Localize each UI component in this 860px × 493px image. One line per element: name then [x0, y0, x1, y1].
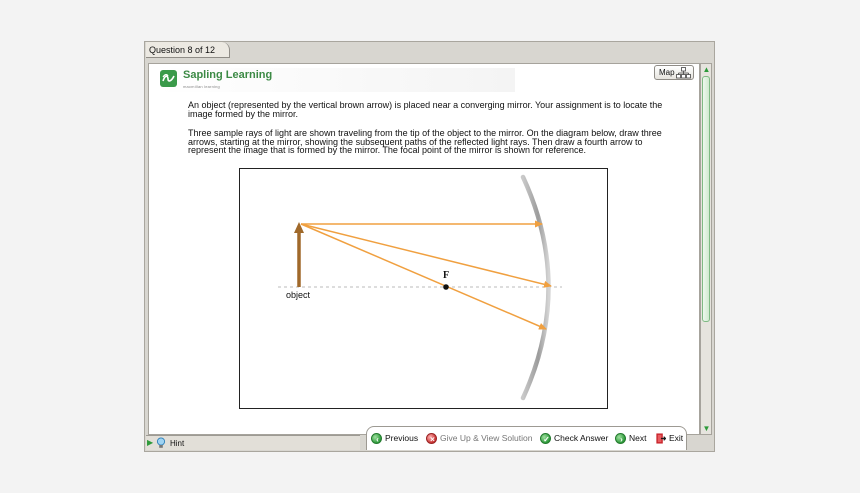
sapling-logo-icon [160, 70, 177, 87]
question-paragraph-2: Three sample rays of light are shown traveling from the tip of the object to the mirror. On the diagram below, draw three arrows, starting at the mirror, showing the subsequent paths of the reflected light rays. Then draw a fourth arrow to represent the image that is formed by the mirror. The focal point of the mirror is shown for reference. [188, 128, 662, 155]
exit-label: Exit [669, 433, 684, 443]
give-up-label: Give Up & View Solution [440, 433, 533, 443]
logo-bar [155, 68, 515, 92]
object-label: object [286, 290, 311, 300]
exit-button[interactable] [655, 432, 687, 445]
scroll-down-icon[interactable]: ▼ [702, 424, 711, 433]
previous-label: Previous [385, 433, 419, 443]
lightbulb-icon [156, 437, 166, 449]
check-icon: ✓ [540, 433, 551, 444]
scrollbar-thumb[interactable] [702, 76, 710, 322]
map-button-label: Map [659, 68, 675, 77]
previous-button[interactable] [371, 432, 421, 445]
map-button[interactable] [654, 65, 694, 80]
vertical-scrollbar[interactable] [700, 63, 712, 435]
brand-name: Sapling Learning [183, 69, 273, 81]
expand-arrow-icon[interactable]: ▶ [147, 438, 154, 447]
hint-label[interactable]: Hint [170, 439, 185, 448]
navigation-bar [366, 426, 687, 450]
focal-point [443, 284, 449, 290]
ray-through-center [301, 224, 546, 329]
scroll-up-icon[interactable]: ▲ [702, 65, 711, 74]
hint-bar[interactable] [146, 435, 360, 450]
give-up-button[interactable] [426, 432, 534, 445]
check-answer-label: Check Answer [554, 433, 609, 443]
brand-subtitle: macmillan learning [183, 84, 220, 89]
question-paragraph-1: An object (represented by the vertical brown arrow) is placed near a converging mirror. Your assignment is to locate the image formed by the mirror. [188, 100, 663, 119]
next-icon: › [615, 433, 626, 444]
exit-door-icon [655, 433, 666, 444]
app-frame [144, 41, 715, 452]
give-up-icon: × [426, 433, 437, 444]
focal-point-label: F [443, 270, 450, 281]
question-tab[interactable]: Question 8 of 12 [146, 42, 230, 58]
ray-diagram-canvas[interactable] [239, 168, 608, 409]
check-answer-button[interactable] [540, 432, 612, 445]
question-content [148, 63, 700, 435]
sitemap-icon [676, 67, 691, 79]
previous-icon: ‹ [371, 433, 382, 444]
next-button[interactable] [615, 432, 650, 445]
next-label: Next [629, 433, 647, 443]
ray-through-focal [301, 224, 551, 286]
